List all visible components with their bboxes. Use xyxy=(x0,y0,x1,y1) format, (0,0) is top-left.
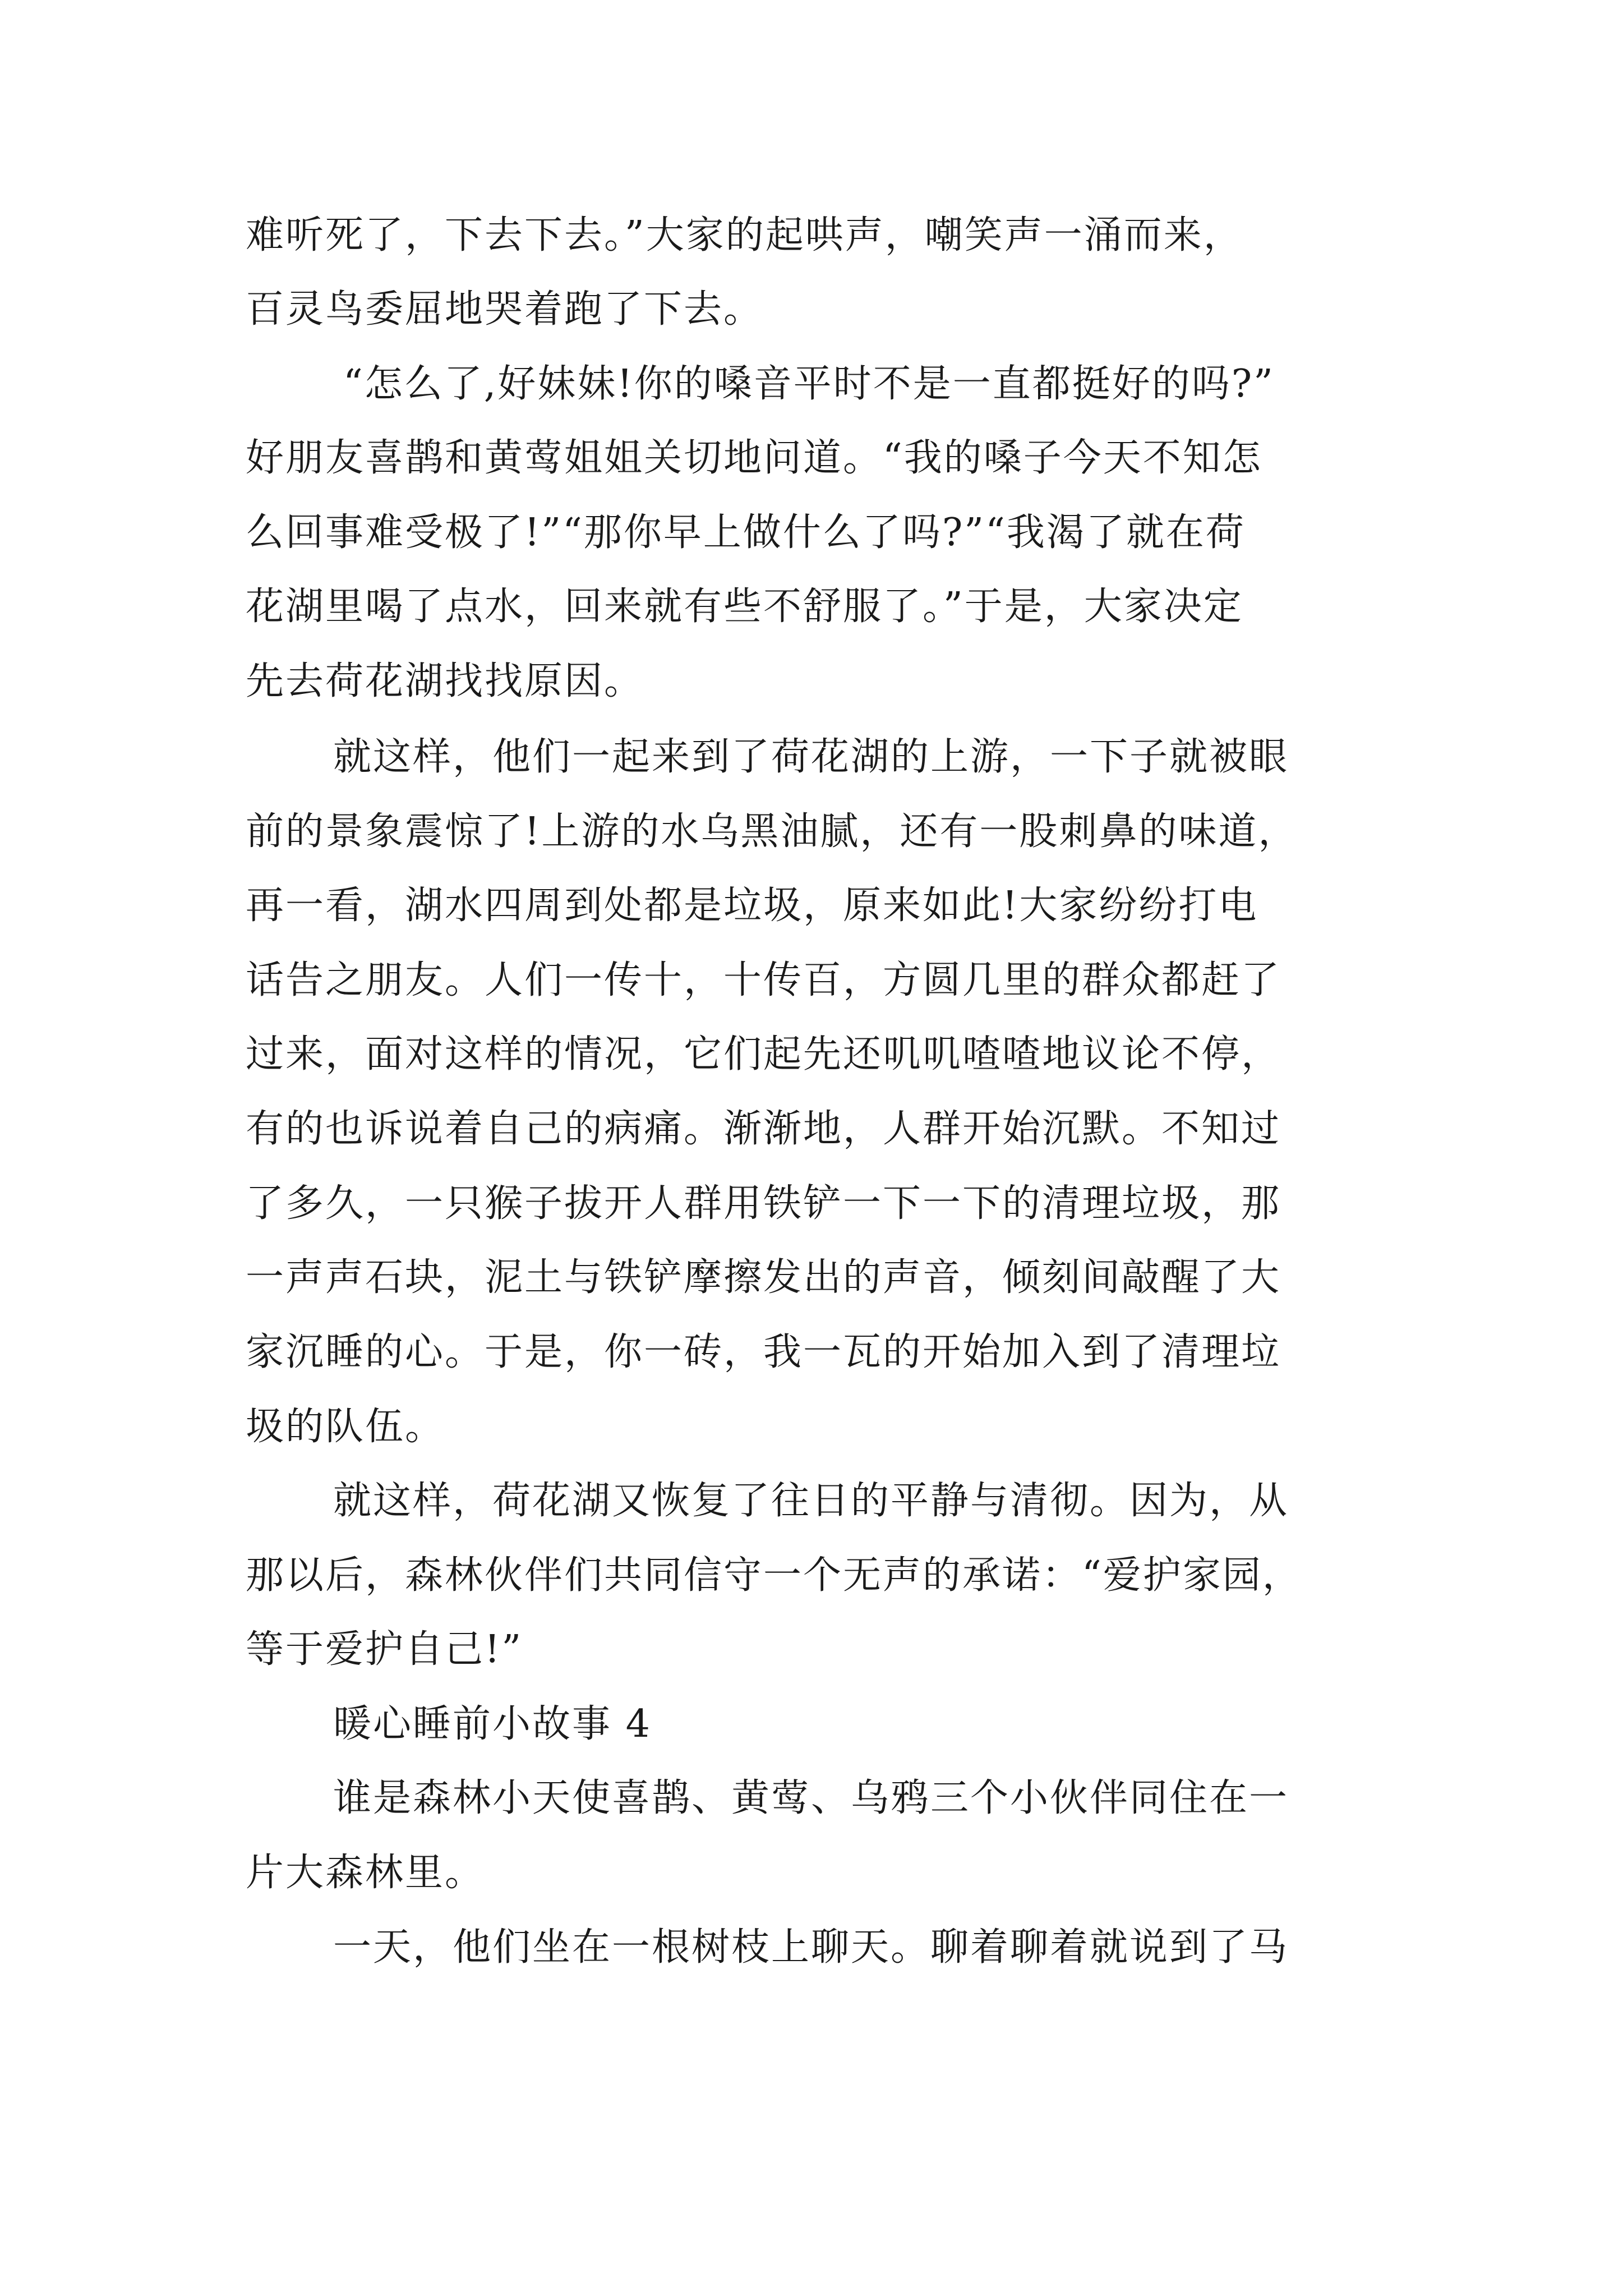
section-heading: 暖心睡前小故事 4 xyxy=(333,1702,652,1746)
text-line: 一声声石块，泥土与铁铲摩擦发出的声音，倾刻间敲醒了大 xyxy=(246,1255,1281,1300)
text-line: 么回事难受极了!”“那你早上做什么了吗?”“我渴了就在荷 xyxy=(246,510,1246,555)
text-line: 过来，面对这样的情况，它们起先还叽叽喳喳地议论不停， xyxy=(246,1032,1281,1076)
text-line: 家沉睡的心。于是，你一砖，我一瓦的开始加入到了清理垃 xyxy=(246,1330,1281,1374)
text-line: 先去荷花湖找找原因。 xyxy=(246,659,644,703)
text-line: 前的景象震惊了!上游的水乌黑油腻，还有一股刺鼻的味道， xyxy=(246,809,1298,854)
text-line: 好朋友喜鹊和黄莺姐姐关切地问道。“我的嗓子今天不知怎 xyxy=(246,436,1262,480)
text-line: 那以后，森林伙伴们共同信守一个无声的承诺：“爱护家园， xyxy=(246,1553,1302,1598)
text-line: “怎么了,好妹妹!你的嗓音平时不是一直都挺好的吗?” xyxy=(343,362,1275,406)
text-line: 就这样，他们一起来到了荷花湖的上游，一下子就被眼 xyxy=(333,735,1289,779)
text-line: 片大森林里。 xyxy=(246,1851,485,1895)
text-line: 等于爱护自己!” xyxy=(246,1627,523,1672)
text-line: 再一看，湖水四周到处都是垃圾，原来如此!大家纷纷打电 xyxy=(246,884,1258,928)
text-line: 谁是森林小天使喜鹊、黄莺、乌鸦三个小伙伴同住在一 xyxy=(333,1776,1289,1820)
text-line: 难听死了，下去下去。”大家的起哄声，嘲笑声一涌而来， xyxy=(246,213,1243,257)
text-line: 有的也诉说着自己的病痛。渐渐地，人群开始沉默。不知过 xyxy=(246,1107,1281,1151)
text-line: 了多久，一只猴子拔开人群用铁铲一下一下的清理垃圾，那 xyxy=(246,1181,1281,1226)
text-line: 就这样，荷花湖又恢复了往日的平静与清彻。因为，从 xyxy=(333,1479,1289,1523)
text-line: 百灵鸟委屈地哭着跑了下去。 xyxy=(246,287,764,332)
text-line: 花湖里喝了点水，回来就有些不舒服了。”于是，大家决定 xyxy=(246,585,1243,629)
text-line: 一天，他们坐在一根树枝上聊天。聊着聊着就说到了马 xyxy=(333,1925,1289,1970)
text-line: 话告之朋友。人们一传十，十传百，方圆几里的群众都赶了 xyxy=(246,958,1281,1002)
text-line: 圾的队伍。 xyxy=(246,1405,445,1449)
